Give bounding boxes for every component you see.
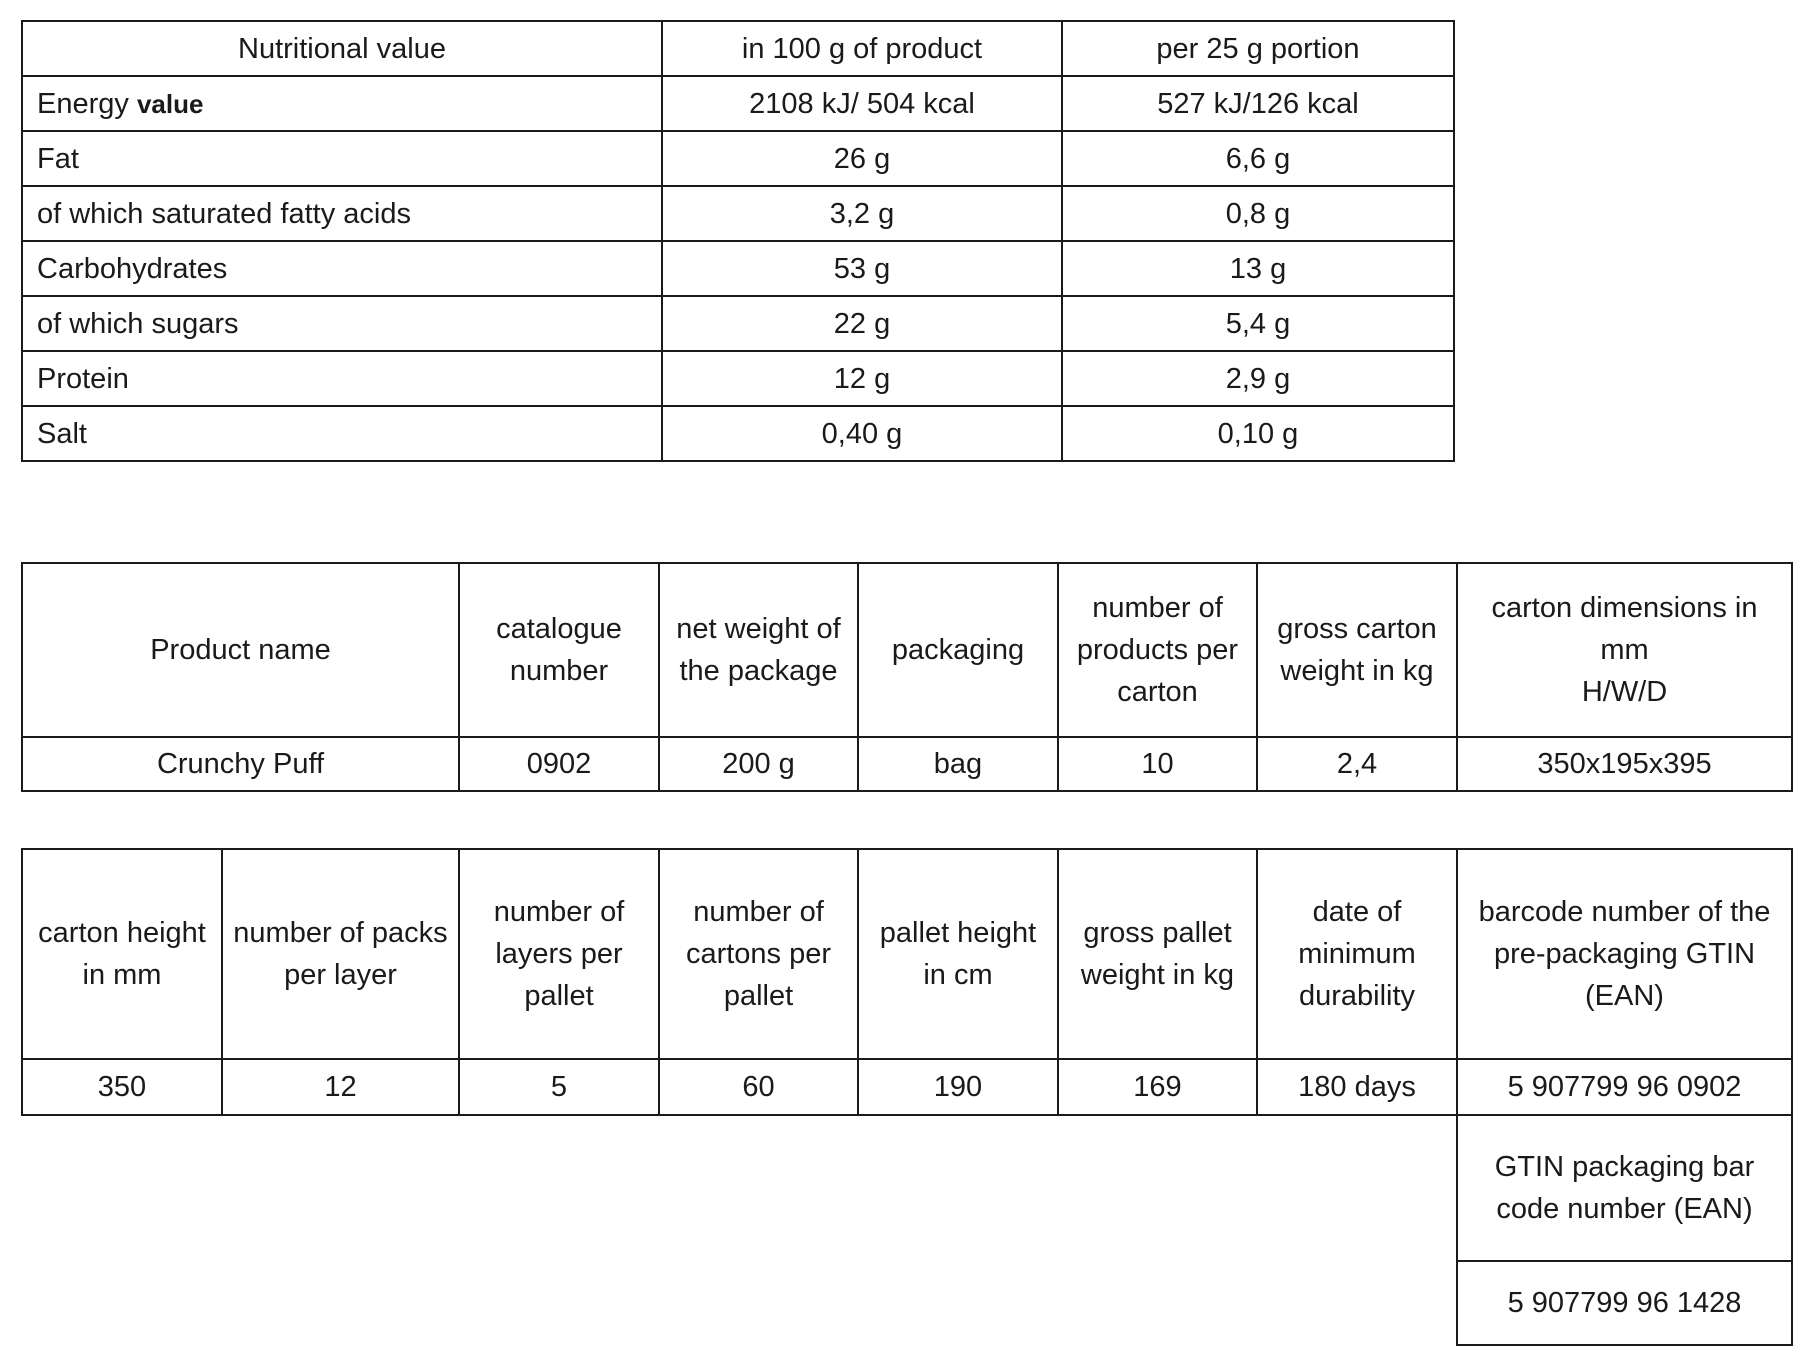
nutrition-per25-sugars: 5,4 g <box>1062 296 1454 351</box>
nutrition-row-saturated <box>22 186 1454 241</box>
product-value-products-per-carton: 10 <box>1058 737 1257 791</box>
pallet-header-pallet-height: pallet height in cm <box>858 849 1058 1059</box>
product-header-net-weight: net weight of the package <box>659 563 858 737</box>
nutrition-table <box>21 20 1455 462</box>
product-table <box>21 562 1793 792</box>
pallet-table <box>21 848 1793 1346</box>
product-header-row <box>22 563 1792 737</box>
nutrition-label-sugars: of which sugars <box>22 296 662 351</box>
product-value-packaging: bag <box>858 737 1058 791</box>
nutrition-per25-saturated: 0,8 g <box>1062 186 1454 241</box>
nutrition-label-salt: Salt <box>22 406 662 461</box>
nutrition-label-fat: Fat <box>22 131 662 186</box>
empty-spacer <box>22 1261 1457 1345</box>
nutrition-per25-energy: 527 kJ/126 kcal <box>1062 76 1454 131</box>
nutrition-per100-protein: 12 g <box>662 351 1062 406</box>
product-header-carton-dimensions: carton dimensions in mm H/W/D <box>1457 563 1792 737</box>
product-header-catalogue: catalogue number <box>459 563 659 737</box>
gtin-packaging-label-row <box>22 1115 1792 1261</box>
nutrition-label-energy <box>22 76 662 131</box>
pallet-value-cartons-per-pallet: 60 <box>659 1059 858 1115</box>
product-header-name: Product name <box>22 563 459 737</box>
gtin-packaging-label: GTIN packaging bar code number (EAN) <box>1457 1115 1792 1261</box>
nutrition-per100-carbohydrates: 53 g <box>662 241 1062 296</box>
pallet-header-cartons-per-pallet: number of cartons per pallet <box>659 849 858 1059</box>
nutrition-per100-saturated: 3,2 g <box>662 186 1062 241</box>
pallet-value-minimum-durability: 180 days <box>1257 1059 1457 1115</box>
nutrition-row-energy <box>22 76 1454 131</box>
nutrition-row-fat <box>22 131 1454 186</box>
pallet-header-minimum-durability: date of minimum durability <box>1257 849 1457 1059</box>
pallet-value-pallet-height: 190 <box>858 1059 1058 1115</box>
pallet-header-row <box>22 849 1792 1059</box>
nutrition-row-sugars <box>22 296 1454 351</box>
pallet-header-gross-pallet-weight: gross pallet weight in kg <box>1058 849 1257 1059</box>
product-value-net-weight: 200 g <box>659 737 858 791</box>
nutrition-label-protein: Protein <box>22 351 662 406</box>
product-header-gross-carton-weight: gross carton weight in kg <box>1257 563 1457 737</box>
pallet-header-barcode-prepackaging: barcode number of the pre-packaging GTIN (EAN) <box>1457 849 1792 1059</box>
nutrition-per25-carbohydrates: 13 g <box>1062 241 1454 296</box>
product-value-gross-carton-weight: 2,4 <box>1257 737 1457 791</box>
product-value-row <box>22 737 1792 791</box>
gtin-packaging-value: 5 907799 96 1428 <box>1457 1261 1792 1345</box>
nutrition-label-carbohydrates: Carbohydrates <box>22 241 662 296</box>
energy-label-main: Energy <box>37 87 137 120</box>
pallet-value-row <box>22 1059 1792 1115</box>
pallet-header-packs-per-layer: number of packs per layer <box>222 849 459 1059</box>
product-header-packaging: packaging <box>858 563 1058 737</box>
pallet-value-barcode-prepackaging: 5 907799 96 0902 <box>1457 1059 1792 1115</box>
nutrition-header-per25: per 25 g portion <box>1062 21 1454 76</box>
nutrition-per25-protein: 2,9 g <box>1062 351 1454 406</box>
pallet-value-gross-pallet-weight: 169 <box>1058 1059 1257 1115</box>
nutrition-row-protein <box>22 351 1454 406</box>
nutrition-per25-fat: 6,6 g <box>1062 131 1454 186</box>
nutrition-row-salt <box>22 406 1454 461</box>
empty-spacer <box>22 1115 1457 1261</box>
pallet-value-carton-height: 350 <box>22 1059 222 1115</box>
product-value-catalogue: 0902 <box>459 737 659 791</box>
pallet-header-layers-per-pallet: number of layers per pallet <box>459 849 659 1059</box>
product-value-carton-dimensions: 350x195x395 <box>1457 737 1792 791</box>
product-value-name: Crunchy Puff <box>22 737 459 791</box>
pallet-header-carton-height: carton height in mm <box>22 849 222 1059</box>
nutrition-per100-fat: 26 g <box>662 131 1062 186</box>
nutrition-label-saturated: of which saturated fatty acids <box>22 186 662 241</box>
nutrition-per25-salt: 0,10 g <box>1062 406 1454 461</box>
nutrition-header-row <box>22 21 1454 76</box>
gtin-packaging-value-row <box>22 1261 1792 1345</box>
product-header-products-per-carton: number of products per carton <box>1058 563 1257 737</box>
nutrition-per100-salt: 0,40 g <box>662 406 1062 461</box>
nutrition-header-label: Nutritional value <box>22 21 662 76</box>
nutrition-per100-sugars: 22 g <box>662 296 1062 351</box>
energy-label-bold: value <box>136 88 204 119</box>
pallet-value-packs-per-layer: 12 <box>222 1059 459 1115</box>
pallet-value-layers-per-pallet: 5 <box>459 1059 659 1115</box>
nutrition-header-per100: in 100 g of product <box>662 21 1062 76</box>
nutrition-per100-energy: 2108 kJ/ 504 kcal <box>662 76 1062 131</box>
nutrition-row-carbohydrates <box>22 241 1454 296</box>
